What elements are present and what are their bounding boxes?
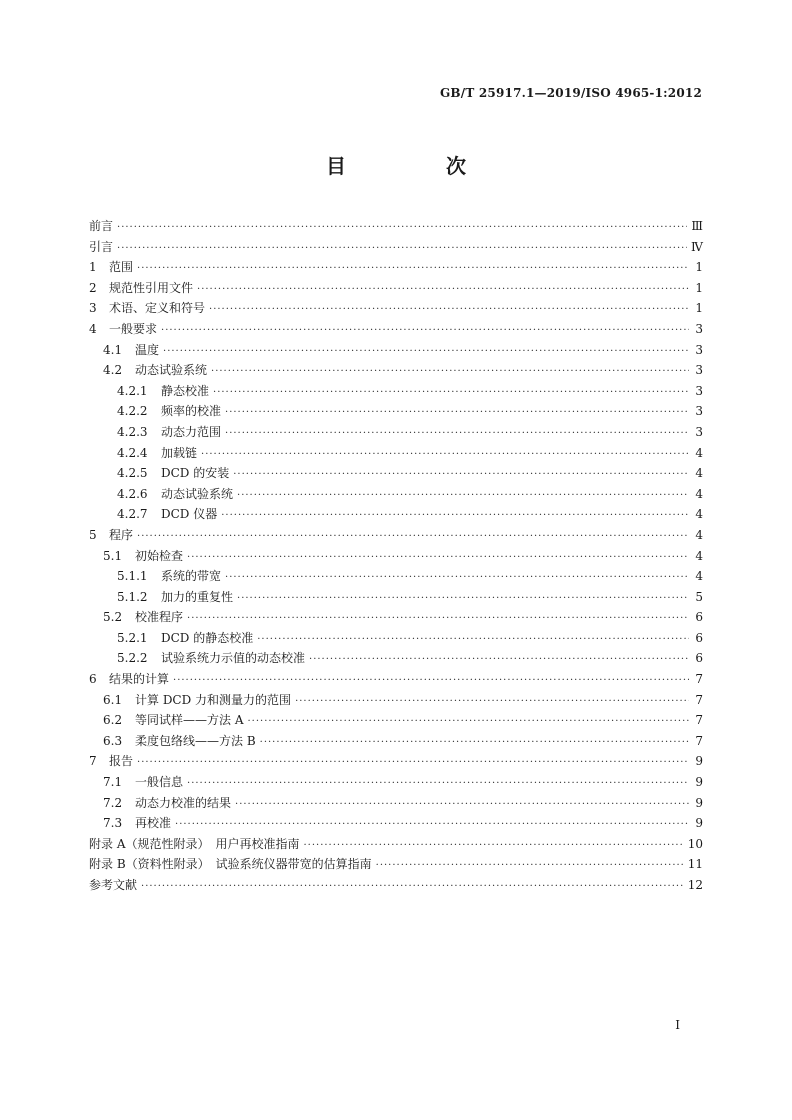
- toc-entry[interactable]: [89, 237, 703, 258]
- toc-entry-number: 7.2: [103, 795, 123, 810]
- toc-entry-page: 3: [695, 342, 703, 357]
- toc-entry-page: 6: [695, 630, 703, 645]
- toc-entry-page: 4: [695, 527, 703, 542]
- toc-entry-number: 1: [89, 260, 97, 275]
- toc-entry-title: 加载链: [161, 445, 198, 460]
- toc-entry-title: 再校准: [135, 816, 172, 831]
- toc-entry-number: 3: [89, 301, 97, 316]
- document-id: GB/T 25917.1—2019/ISO 4965-1:2012: [439, 86, 702, 100]
- toc-entry[interactable]: [89, 298, 703, 319]
- toc-entry-title: 系统的带宽: [161, 569, 222, 584]
- toc-entry-title: 一般要求: [109, 321, 158, 336]
- toc-entry[interactable]: [89, 340, 703, 361]
- toc-entry-title: 报告: [109, 754, 134, 769]
- toc-entry-title: 一般信息: [135, 775, 184, 790]
- toc-entry[interactable]: [89, 360, 703, 381]
- toc-entry-page: 4: [695, 445, 703, 460]
- toc-entry-number: 6: [89, 672, 97, 687]
- toc-entry-title: DCD 的静态校准: [161, 630, 254, 645]
- toc-entry-number: 4.2.7: [117, 507, 148, 522]
- toc-entry-number: 4.2.4: [117, 445, 148, 460]
- toc-entry-title: 静态校准: [161, 383, 210, 398]
- toc-entry-title: 试验系统力示值的动态校准: [161, 651, 306, 666]
- dot-leader: [175, 815, 689, 836]
- toc-entry-page: 4: [695, 466, 703, 481]
- dot-leader: [209, 300, 689, 321]
- toc-entry-number: 7.3: [103, 816, 123, 831]
- toc-entry[interactable]: [89, 751, 703, 772]
- toc-entry-title: DCD 的安装: [161, 466, 230, 481]
- dot-leader: [233, 465, 689, 486]
- toc-entry-page: 3: [695, 383, 703, 398]
- toc-entry[interactable]: [89, 587, 703, 608]
- dot-leader: [187, 609, 689, 630]
- toc-entry-title: 附录 A（规范性附录） 用户再校准指南: [89, 836, 300, 851]
- dot-leader: [260, 733, 689, 754]
- toc-entry-page: 9: [695, 775, 703, 790]
- toc-entry-number: 6.2: [103, 713, 123, 728]
- dot-leader: [137, 753, 689, 774]
- toc-entry-number: 4.2.1: [117, 383, 148, 398]
- toc-entry-number: 4.2.3: [117, 424, 148, 439]
- toc-entry-title: 范围: [109, 260, 134, 275]
- toc-entry-page: 12: [687, 878, 703, 892]
- toc-entry-number: 4.2.6: [117, 486, 148, 501]
- toc-entry[interactable]: [89, 257, 703, 278]
- toc-entry-number: 5.1: [103, 548, 123, 563]
- toc-entry-page: 4: [695, 548, 703, 563]
- dot-leader: [197, 280, 689, 301]
- toc-entry-number: 4: [89, 321, 97, 336]
- toc-entry[interactable]: [89, 401, 703, 422]
- toc-entry[interactable]: [89, 504, 703, 525]
- toc-entry-page: 3: [695, 404, 703, 419]
- toc-entry[interactable]: [89, 278, 703, 299]
- toc-entry-page: 9: [695, 816, 703, 831]
- dot-leader: [117, 218, 687, 239]
- toc-entry-page: 6: [695, 610, 703, 625]
- toc-entry-page: 4: [695, 507, 703, 522]
- toc-entry-page: 3: [695, 424, 703, 439]
- toc-entry[interactable]: [89, 690, 703, 711]
- toc-entry-title: 附录 B（资料性附录） 试验系统仪器带宽的估算指南: [89, 857, 372, 872]
- toc-entry-number: 5.1.2: [117, 589, 148, 604]
- toc-entry[interactable]: [89, 793, 703, 814]
- page-number: I: [675, 1018, 680, 1032]
- toc-entry-number: 4.2.2: [117, 404, 148, 419]
- toc-entry-page: 6: [695, 651, 703, 666]
- toc-entry-title: 参考文献: [89, 878, 138, 892]
- dot-leader: [141, 877, 684, 898]
- toc-entry-title: 前言: [89, 219, 114, 233]
- dot-leader: [173, 671, 689, 692]
- toc-entry-number: 5.1.1: [117, 569, 148, 584]
- toc-entry-page: 1: [695, 301, 703, 316]
- toc-entry-page: 7: [695, 692, 703, 707]
- dot-leader: [309, 650, 689, 671]
- toc-entry-title: 频率的校准: [161, 404, 222, 419]
- toc-entry-number: 4.2.5: [117, 466, 148, 481]
- toc-entry-title: 程序: [109, 527, 134, 542]
- toc-entry-number: 5.2.1: [117, 630, 148, 645]
- toc-entry-title: 规范性引用文件: [109, 280, 194, 295]
- dot-leader: [303, 836, 683, 857]
- dot-leader: [211, 362, 689, 383]
- toc-entry-number: 5: [89, 527, 97, 542]
- toc-entry-title: 柔度包络线——方法 B: [135, 733, 256, 748]
- toc-entry[interactable]: [89, 875, 703, 896]
- table-of-contents: [89, 216, 703, 896]
- dot-leader: [247, 712, 689, 733]
- toc-entry[interactable]: [89, 731, 703, 752]
- toc-entry-page: 5: [695, 589, 703, 604]
- toc-entry-page: 1: [695, 260, 703, 275]
- toc-entry-page: 1: [695, 280, 703, 295]
- toc-entry[interactable]: [89, 648, 703, 669]
- toc-entry-page: 11: [687, 857, 703, 872]
- dot-leader: [137, 259, 689, 280]
- toc-entry-number: 5.2.2: [117, 651, 148, 666]
- toc-entry-title: 术语、定义和符号: [109, 301, 206, 316]
- toc-entry-page: 7: [695, 733, 703, 748]
- toc-entry[interactable]: [89, 463, 703, 484]
- toc-entry-page: 4: [695, 569, 703, 584]
- toc-entry-page: Ⅲ: [691, 219, 703, 233]
- toc-entry-title: 等同试样——方法 A: [135, 713, 244, 728]
- toc-entry-page: 7: [695, 713, 703, 728]
- toc-entry[interactable]: [89, 422, 703, 443]
- toc-entry-number: 6.3: [103, 733, 123, 748]
- toc-entry-title: 动态试验系统: [135, 363, 208, 378]
- toc-entry-title: 初始检查: [135, 548, 184, 563]
- toc-entry-number: 7: [89, 754, 97, 769]
- toc-entry[interactable]: [89, 566, 703, 587]
- toc-entry-number: 4.1: [103, 342, 123, 357]
- toc-entry-title: 加力的重复性: [161, 589, 234, 604]
- toc-entry[interactable]: [89, 834, 703, 855]
- toc-entry[interactable]: [89, 854, 703, 875]
- dot-leader: [117, 239, 687, 260]
- toc-entry-page: 9: [695, 795, 703, 810]
- toc-entry-page: 10: [687, 836, 703, 851]
- toc-entry-number: 4.2: [103, 363, 123, 378]
- dot-leader: [221, 506, 689, 527]
- dot-leader: [237, 589, 689, 610]
- toc-entry[interactable]: [89, 525, 703, 546]
- toc-entry-title: 动态力范围: [161, 424, 222, 439]
- toc-entry-page: 9: [695, 754, 703, 769]
- dot-leader: [225, 424, 689, 445]
- toc-entry-number: 7.1: [103, 775, 123, 790]
- toc-entry-number: 5.2: [103, 610, 123, 625]
- toc-entry-page: 7: [695, 672, 703, 687]
- toc-entry[interactable]: [89, 813, 703, 834]
- dot-leader: [376, 856, 684, 877]
- dot-leader: [187, 548, 689, 569]
- dot-leader: [137, 527, 689, 548]
- toc-entry[interactable]: [89, 669, 703, 690]
- dot-leader: [213, 383, 689, 404]
- toc-entry[interactable]: [89, 319, 703, 340]
- page-title: 目 次: [326, 154, 506, 178]
- toc-entry-title: 动态力校准的结果: [135, 795, 232, 810]
- dot-leader: [257, 630, 689, 651]
- dot-leader: [237, 486, 689, 507]
- toc-entry[interactable]: [89, 628, 703, 649]
- toc-entry[interactable]: [89, 607, 703, 628]
- dot-leader: [187, 774, 689, 795]
- toc-entry[interactable]: [89, 484, 703, 505]
- dot-leader: [225, 403, 689, 424]
- toc-entry-page: 3: [695, 363, 703, 378]
- toc-entry[interactable]: [89, 216, 703, 237]
- dot-leader: [295, 692, 689, 713]
- toc-entry-title: DCD 仪器: [161, 507, 218, 522]
- toc-entry[interactable]: [89, 772, 703, 793]
- dot-leader: [163, 342, 689, 363]
- toc-entry-title: 动态试验系统: [161, 486, 234, 501]
- toc-entry[interactable]: [89, 710, 703, 731]
- toc-entry-title: 校准程序: [135, 610, 184, 625]
- toc-entry-page: Ⅳ: [691, 239, 703, 254]
- toc-entry-title: 结果的计算: [109, 672, 170, 687]
- toc-entry[interactable]: [89, 381, 703, 402]
- toc-entry-page: 4: [695, 486, 703, 501]
- toc-entry[interactable]: [89, 546, 703, 567]
- toc-entry-title: 引言: [89, 239, 114, 254]
- dot-leader: [225, 568, 689, 589]
- toc-entry-number: 6.1: [103, 692, 123, 707]
- toc-entry[interactable]: [89, 443, 703, 464]
- toc-entry-page: 3: [695, 321, 703, 336]
- dot-leader: [235, 795, 689, 816]
- dot-leader: [161, 321, 689, 342]
- toc-entry-number: 2: [89, 280, 97, 295]
- toc-entry-title: 计算 DCD 力和测量力的范围: [135, 692, 292, 707]
- dot-leader: [201, 445, 689, 466]
- toc-entry-title: 温度: [135, 342, 160, 357]
